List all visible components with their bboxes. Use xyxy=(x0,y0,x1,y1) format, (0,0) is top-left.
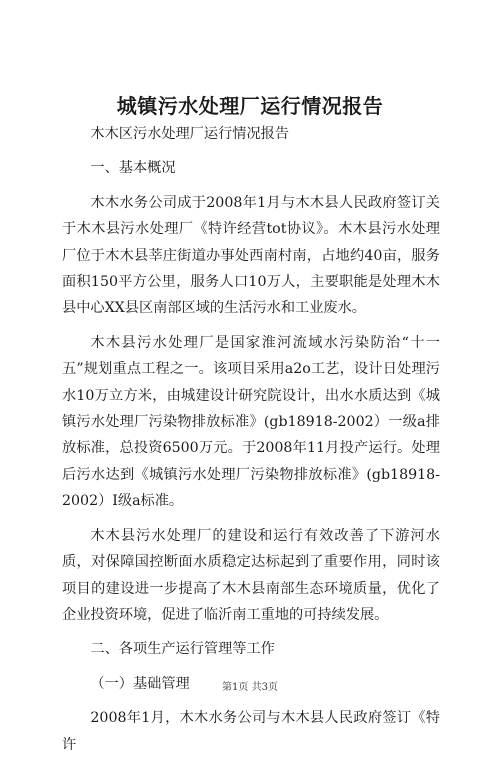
paragraph: 木木县污水处理厂是国家淮河流域水污染防治“十一五”规划重点工程之一。该项目采用a2o工艺，设计日处理污水10万立方米，由城建设计研究院设计，出水水质达到《城镇污水处理厂污染物排放标准》(gb18918-2002）一级a排放标准，总投资6500万元。于2008年11月投产运行。处理后污水达到《城镇污水处理厂污染物排放标准》(gb18918-2002）Ⅰ级a标准。 xyxy=(62,334,440,510)
document-title: 城镇污水处理厂运行情况报告 xyxy=(116,94,384,118)
section-heading-basic-overview: 一、基本概况 xyxy=(90,160,176,177)
subsection-heading-basic-management: （一）基础管理 xyxy=(90,675,190,692)
paragraph: 2008年1月，木木水务公司与木木县人民政府签订《特许 xyxy=(62,710,440,753)
paragraph: 木木县污水处理厂的建设和运行有效改善了下游河水质，对保障国控断面水质稳定达标起到了重要作用，同时该项目的建设进一步提高了木木县南部生态环境质量，优化了企业投资环境，促进了临沂南工重地的可持续发展。 xyxy=(62,527,440,623)
section-heading-operations: 二、各项生产运行管理等工作 xyxy=(90,641,275,658)
report-subtitle: 木木区污水处理厂运行情况报告 xyxy=(90,126,290,142)
page-footer: 第1页 共3页 xyxy=(222,682,278,693)
paragraph: 木木水务公司成于2008年1月与木木县人民政府签订关于木木县污水处理厂《特许经营tot协议》。木木县污水处理厂位于木木县莘庄街道办事处西南村南，占地约40亩，服务面积150平方公里，服务人口10万人，主要职能是处理木木县中心XX县区南部区域的生活污水和工业废水。 xyxy=(62,194,440,317)
document-body xyxy=(62,121,440,766)
